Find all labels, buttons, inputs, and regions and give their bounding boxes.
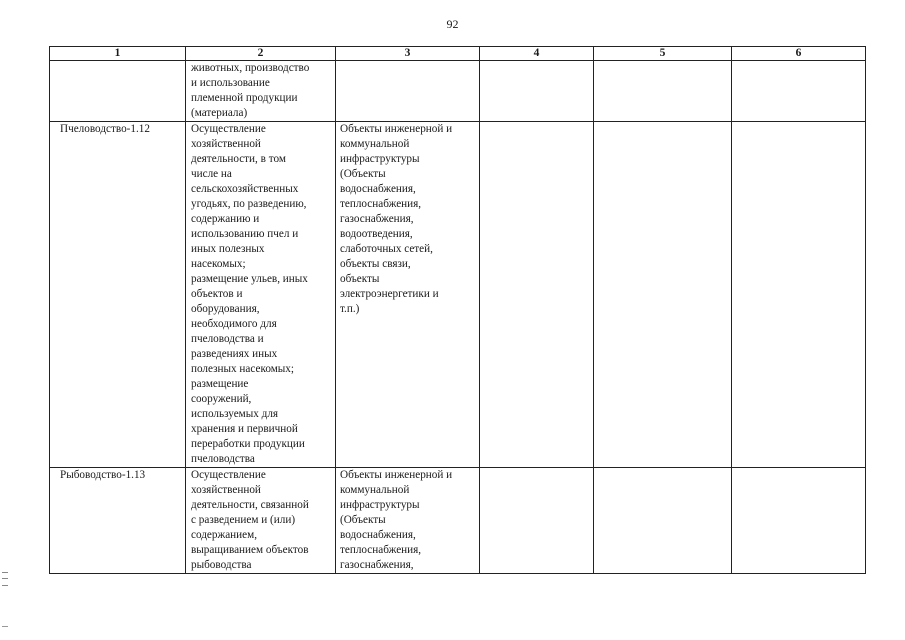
scan-margin-dash	[2, 626, 8, 627]
cell-col-6	[732, 122, 866, 468]
cell-col-6	[732, 61, 866, 122]
scan-margin-mark	[2, 572, 8, 586]
infrastructure-objects: Объекты инженерной и коммунальной инфраструктуры (Объекты водоснабжения, теплоснабжения, газоснабжения, водоотведения, слаботочных сетей, объекты связи, объекты электроэнергетики и т.п.)	[336, 122, 480, 468]
cell-col-4	[480, 61, 594, 122]
use-type-name: Рыбоводство-1.13	[50, 468, 186, 574]
cell-col-6	[732, 468, 866, 574]
cell-col-4	[480, 468, 594, 574]
infrastructure-objects	[336, 61, 480, 122]
header-col-3: 3	[336, 47, 480, 61]
page-number: 92	[446, 17, 459, 31]
header-row	[50, 47, 866, 61]
use-type-description: животных, производство и использование племенной продукции (материала)	[186, 61, 336, 122]
header-col-4: 4	[480, 47, 594, 61]
table-row	[50, 122, 866, 468]
cell-col-4	[480, 122, 594, 468]
cell-col-5	[594, 122, 732, 468]
header-col-5: 5	[594, 47, 732, 61]
infrastructure-objects: Объекты инженерной и коммунальной инфраструктуры (Объекты водоснабжения, теплоснабжения, газоснабжения,	[336, 468, 480, 574]
regulation-table	[49, 46, 866, 574]
table-row	[50, 61, 866, 122]
header-col-6: 6	[732, 47, 866, 61]
use-type-description: Осуществление хозяйственной деятельности, связанной с разведением и (или) содержанием, выращиванием объектов рыбоводства	[186, 468, 336, 574]
cell-col-5	[594, 61, 732, 122]
use-type-name	[50, 61, 186, 122]
use-type-name: Пчеловодство-1.12	[50, 122, 186, 468]
use-type-description: Осуществление хозяйственной деятельности, в том числе на сельскохозяйственных угодьях, по разведению, содержанию и использованию пчел и иных полезных насекомых; размещение ульев, иных объектов и оборудования, необходимого для пчеловодства и разведениях иных полезных насекомых; размещение сооружений, используемых для хранения и первичной переработки продукции пчеловодства	[186, 122, 336, 468]
header-col-2: 2	[186, 47, 336, 61]
header-col-1: 1	[50, 47, 186, 61]
table-row	[50, 468, 866, 574]
cell-col-5	[594, 468, 732, 574]
